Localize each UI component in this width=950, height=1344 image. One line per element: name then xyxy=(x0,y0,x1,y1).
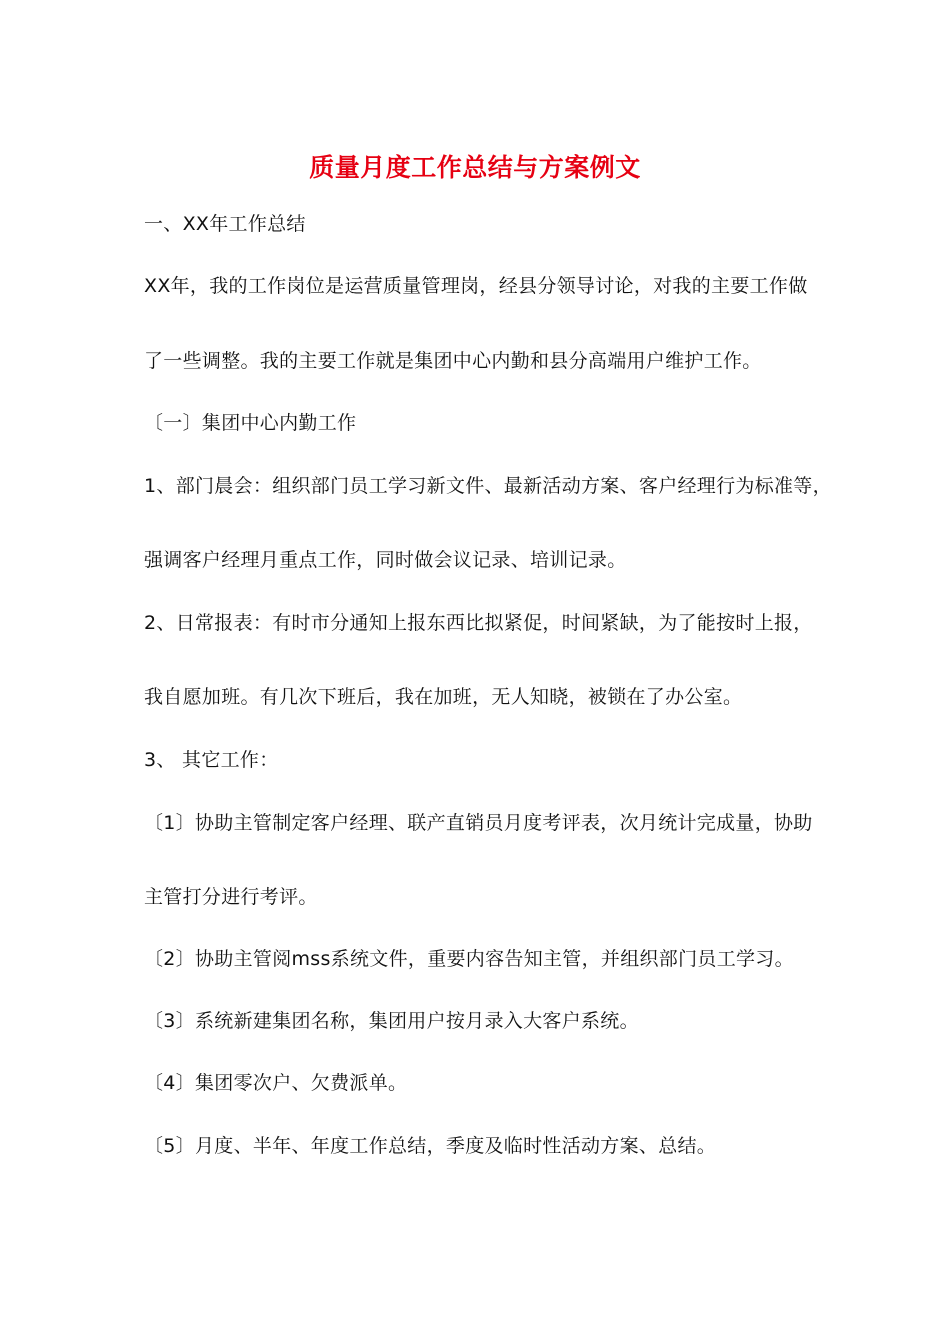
document-title: 质量月度工作总结与方案例文 xyxy=(309,153,641,182)
paragraph-line: 了一些调整。我的主要工作就是集团中心内勤和县分高端用户维护工作。 xyxy=(144,350,762,372)
paragraph-line: XX年，我的工作岗位是运营质量管理岗，经县分领导讨论，对我的主要工作做 xyxy=(144,275,808,297)
paragraph-line: 我自愿加班。有几次下班后，我在加班，无人知晓，被锁在了办公室。 xyxy=(144,686,743,708)
list-item-continuation: 主管打分进行考评。 xyxy=(144,886,318,908)
subsection-heading: 〔一〕集团中心内勤工作 xyxy=(144,412,357,434)
list-item: 〔4〕集团零次户、欠费派单。 xyxy=(144,1072,408,1094)
list-item: 〔2〕协助主管阅mss系统文件，重要内容告知主管，并组织部门员工学习。 xyxy=(144,948,794,970)
list-item: 〔3〕系统新建集团名称，集团用户按月录入大客户系统。 xyxy=(144,1010,639,1032)
section-heading: 一、XX年工作总结 xyxy=(144,213,306,235)
paragraph-line: 强调客户经理月重点工作，同时做会议记录、培训记录。 xyxy=(144,549,627,571)
list-item: 〔1〕协助主管制定客户经理、联产直销员月度考评表，次月统计完成量，协助 xyxy=(144,812,813,834)
paragraph-line: 1、部门晨会：组织部门员工学习新文件、最新活动方案、客户经理行为标准等， xyxy=(144,475,832,497)
list-item: 〔5〕月度、半年、年度工作总结，季度及临时性活动方案、总结。 xyxy=(144,1135,717,1157)
paragraph-line: 3、 其它工作： xyxy=(144,749,279,771)
paragraph-line: 2、日常报表：有时市分通知上报东西比拟紧促，时间紧缺，为了能按时上报， xyxy=(144,612,813,634)
